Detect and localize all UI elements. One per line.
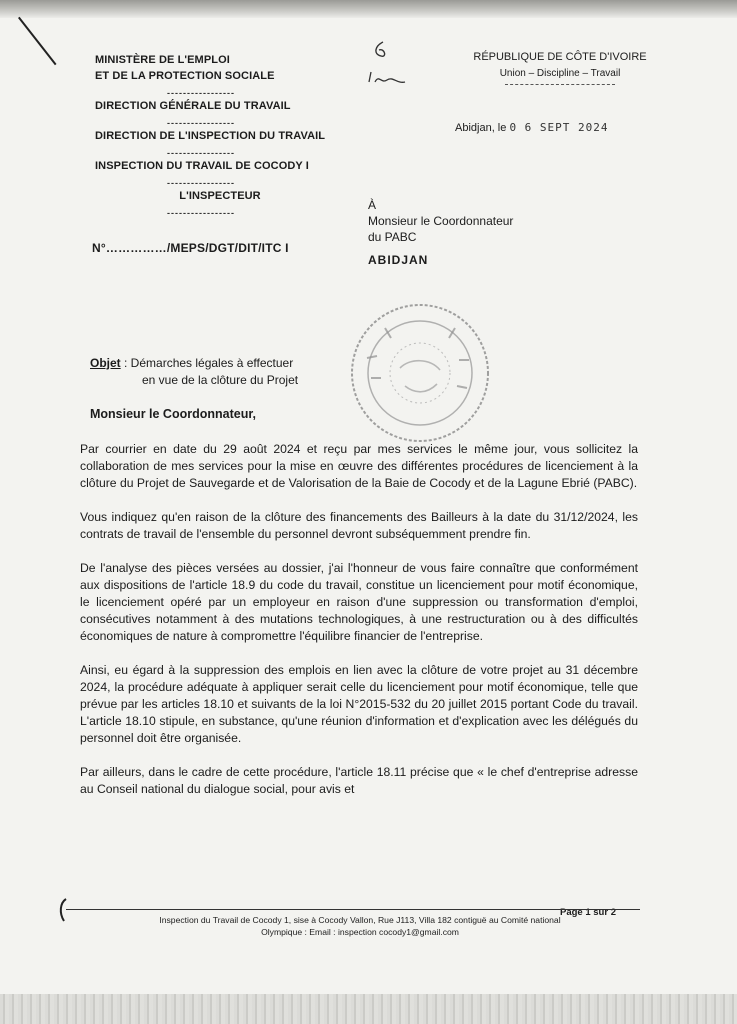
separator: ----------------- [167,177,235,188]
recipient-prefix: À [368,198,377,212]
recipient-line2: du PABC [368,230,417,245]
separator: ----------------- [167,117,235,128]
subject-line2: en vue de la clôture du Projet [142,373,299,388]
salutation: Monsieur le Coordonnateur, [90,407,256,421]
handwritten-signature-mark [365,38,415,94]
page-number: Page 1 sur 2 [560,907,616,918]
footer-contact: Olympique : Email : inspection cocody1@gmail.com [261,926,459,937]
letter-body [80,441,638,815]
paragraph: De l'analyse des pièces versées au dossier, j'ai l'honneur de vous faire connaître que conformément aux dispositions de l'article 18.9 du code du travail, constitue un licenciement pour motif économique, le licenciement opéré par un employeur en raison d'une suppression ou transformation d'emploi, consécutives notamment à des mutations technologiques, à une restructuration ou à des difficultés économiques de nature à compromettre l'équilibre financier de l'entreprise. [80,561,638,643]
paragraph: Par ailleurs, dans le cadre de cette procédure, l'article 18.11 précise que « le chef d'entreprise adresse au Conseil national du dialogue social, pour avis et [80,765,638,796]
ministry-header [95,53,345,219]
scan-bottom-band [0,994,737,1024]
place: Abidjan, le [455,122,507,134]
recipient-line1: Monsieur le Coordonnateur [368,214,514,229]
direction-inspection: DIRECTION DE L'INSPECTION DU TRAVAIL [95,129,326,142]
inspection-name: INSPECTION DU TRAVAIL DE COCODY I [95,159,309,172]
footer-address: Inspection du Travail de Cocody 1, sise à Cocody Vallon, Rue J113, Villa 182 contiguë au Comité national [159,915,561,925]
letter-subject [90,355,298,390]
subject-line1: : Démarches légales à effectuer [124,356,294,370]
scan-top-band [0,0,737,18]
ministry-line2: ET DE LA PROTECTION SOCIALE [95,69,275,82]
motto-underline [505,84,615,85]
date-stamp: 0 6 SEPT 2024 [509,121,609,134]
subject-label: Objet [90,356,121,370]
official-seal-stamp [345,298,495,448]
republic-header [455,49,665,85]
paragraph: Vous indiquez qu'en raison de la clôture des financements des Bailleurs à la date du 31/12/2024, les contrats de travail de l'ensemble du personnel devront subséquemment prendre fin. [80,510,638,541]
footer-hook-mark [56,897,72,923]
place-date [455,121,609,134]
ministry-line1: MINISTÈRE DE L'EMPLOI [95,54,230,66]
recipient-block [368,197,513,268]
paragraph: Par courrier en date du 29 août 2024 et reçu par mes services le même jour, vous sollicitez la collaboration de mes services pour la mise en œuvre des différentes procédures de licenciement à la clôture du Projet de Sauvegarde et de Valorisation de la Baie de Cocody et de la Lagune Ebrié (PABC). [80,442,638,490]
separator: ----------------- [167,147,235,158]
footer-divider [66,909,640,910]
footer [80,915,640,938]
scan-corner-line [18,17,57,66]
republic-name: RÉPUBLIQUE DE CÔTE D'IVOIRE [473,51,647,63]
separator: ----------------- [167,87,235,98]
ministry-name [95,53,345,85]
direction-generale: DIRECTION GÉNÉRALE DU TRAVAIL [95,99,291,112]
inspecteur-title: L'INSPECTEUR [179,189,261,202]
separator: ----------------- [167,207,235,218]
paragraph: Ainsi, eu égard à la suppression des emplois en lien avec la clôture de votre projet au 31 décembre 2024, la procédure adéquate à appliquer serait celle du licenciement pour motif économique, telle que prévue par les articles 18.10 et suivants de la loi N°2015-532 du 20 juillet 2015 portant Code du travail. L'article 18.10 stipule, en substance, qu'une réunion d'information et d'explication avec les délégués du personnel doit être organisée. [80,663,638,745]
recipient-city: ABIDJAN [368,252,429,267]
letter-reference: N°……………/MEPS/DGT/DIT/ITC I [92,241,289,255]
national-motto: Union – Discipline – Travail [499,68,621,80]
